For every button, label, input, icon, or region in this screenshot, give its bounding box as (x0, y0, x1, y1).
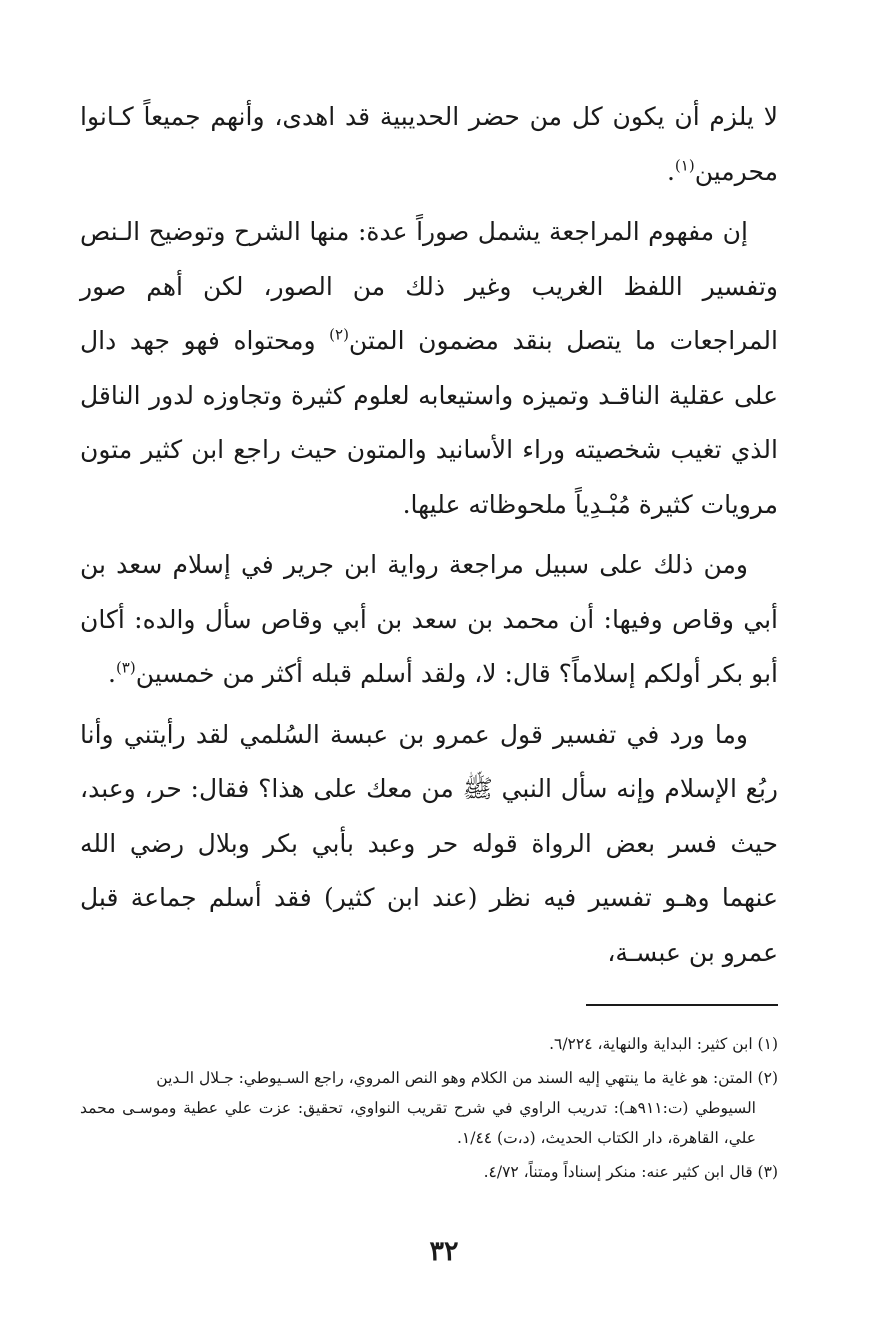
footnote-text: (٢) المتن: هو غاية ما ينتهي إليه السند من الكلام وهو النص المروي، راجع السـيوطي: جـلال الـدين (156, 1069, 778, 1087)
footnote-ref: (٣) (115, 658, 136, 677)
footnote-divider (586, 1004, 778, 1006)
paragraph-text: ومحتواه فهو جهد دال على عقلية الناقـد وتميزه واستيعابه لعلوم كثيرة وتجاوزه لدور الناقل الذي تغيب شخصيته وراء الأسانيد والمتون حيث راجع ابن كثير متون مرويات كثيرة مُبْـدِياً ملحوظاته عليها. (80, 326, 778, 519)
page-number: ٣٢ (429, 1236, 459, 1267)
paragraph-text: ومن ذلك على سبيل مراجعة رواية ابن جرير في إسلام سعد بن أبي وقاص وفيها: أن محمد بن سعد بن أبي وقاص سأل والده: أكان أبو بكر أولكم إسلاماً؟ قال: لا، ولقد أسلم قبله أكثر من خمسين (80, 550, 778, 688)
paragraph (80, 205, 778, 532)
paragraph-text: إن مفهوم المراجعة يشمل صوراً عدة: منها الشرح وتوضيح الـنص وتفسير اللفظ الغريب وغير ذلك من الصور، لكن أهم صور المراجعات ما يتصل بنقد مضمون المتن (80, 217, 778, 355)
footnote-continuation: السيوطي (ت:٩١١هـ): تدريب الراوي في شرح تقريب النواوي، تحقيق: عزت علي عطية وموسـى محمد علي، القاهرة، دار الكتاب الحديث، (د،ت) ١/٤٤. (80, 1099, 756, 1147)
footnote-text: (١) ابن كثير: البداية والنهاية، ٦/٢٢٤. (549, 1035, 778, 1053)
main-text (80, 90, 778, 980)
footnote-text: (٣) قال ابن كثير عنه: منكر إسناداً ومتناً، ٤/٧٢. (483, 1163, 778, 1181)
paragraph (80, 90, 778, 199)
paragraph (80, 538, 778, 702)
paragraph-text: . (107, 659, 116, 688)
footnote-ref: (١) (674, 156, 695, 175)
paragraph-text: . (666, 156, 675, 186)
footnote (80, 1063, 778, 1153)
paragraph (80, 708, 778, 981)
paragraph-text: لا يلزم أن يكون كل من حضر الحديبية قد اهدى، وأنهم جميعاً كـانوا محرمين (80, 102, 778, 186)
footnotes (80, 1029, 778, 1191)
footnote (80, 1029, 778, 1059)
footnote-ref: (٢) (329, 325, 349, 344)
paragraph-text: وما ورد في تفسير قول عمرو بن عبسة السُلمي لقد رأيتني وأنا ربُع الإسلام وإنه سأل النبي ﷺ من معك على هذا؟ فقال: حر، وعبد، حيث فسر بعض الرواة قوله حر وعبد بأبي بكر وبلال رضي الله عنهما وهـو تفسير فيه نظر (عند ابن كثير) فقد أسلم جماعة قبل عمرو بن عبسـة، (80, 719, 778, 967)
footnote (80, 1157, 778, 1187)
